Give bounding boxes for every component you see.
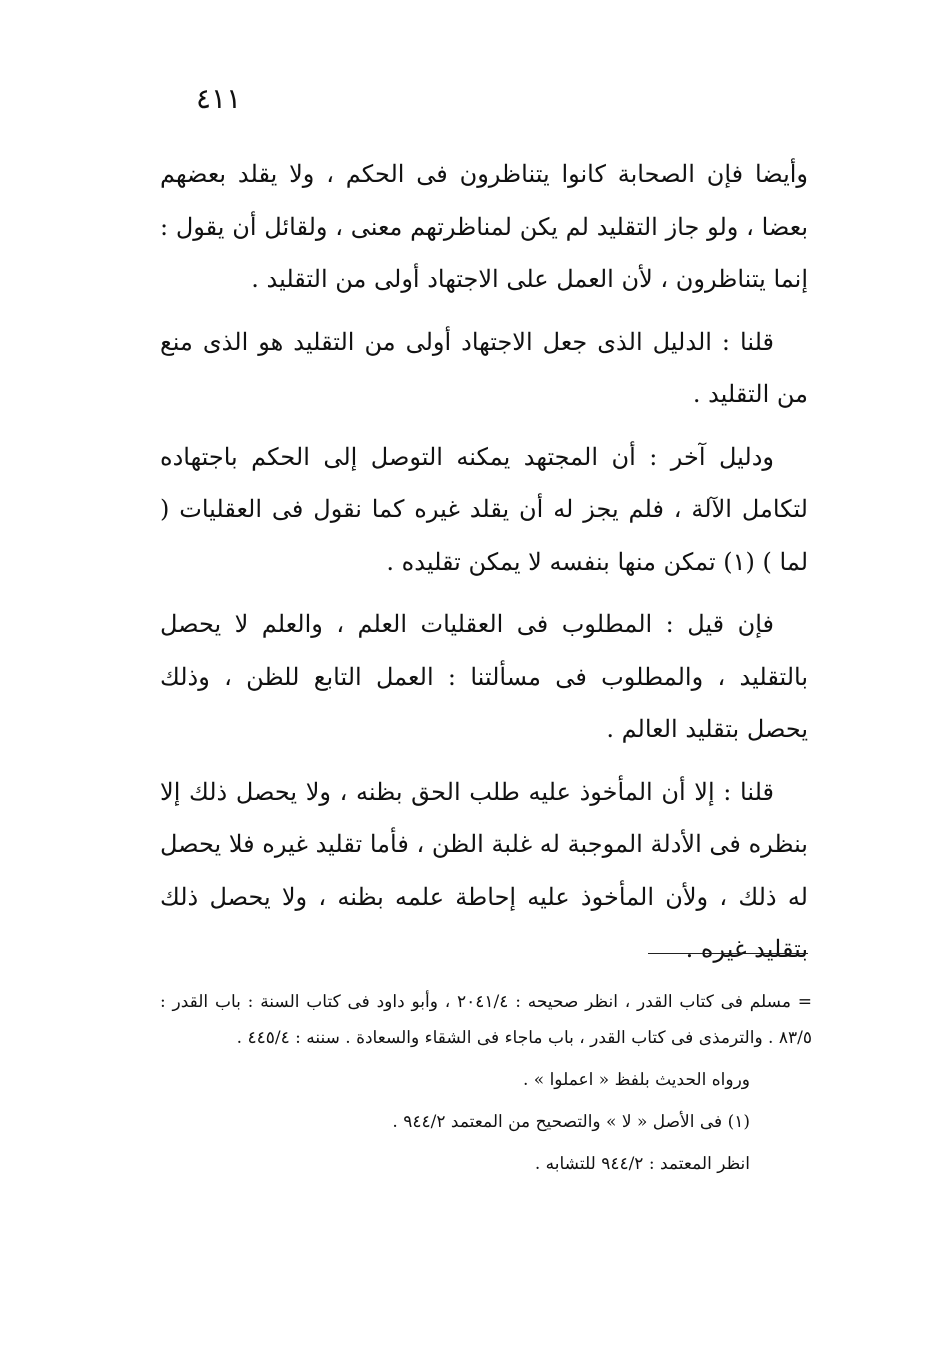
footnote-separator <box>648 953 808 954</box>
main-text <box>160 148 808 986</box>
paragraph-5: قلنا : إلا أن المأخوذ عليه طلب الحق بظنه ، ولا يحصل ذلك إلا بنظره فى الأدلة الموجبة له غلبة الظن ، فأما تقليد غيره فلا يحصل له ذلك ، ولأن المأخوذ عليه إحاطة علمه بظنه ، ولا يحصل ذلك بتقليد غيره . <box>160 777 808 963</box>
footnote-continued: = مسلم فى كتاب القدر ، انظر صحيحه : ٢٠٤١/٤ ، وأبو داود فى كتاب السنة : باب القدر : ٨٣/٥ . والترمذى فى كتاب القدر ، باب ماجاء فى الشقاء والسعادة . سننه : ٤٤٥/٤ . <box>160 992 812 1048</box>
footnote-see: انظر المعتمد : ٩٤٤/٢ للتشابه . <box>534 1154 750 1174</box>
paragraph-4: فإن قيل : المطلوب فى العقليات العلم ، والعلم لا يحصل بالتقليد ، والمطلوب فى مسألتنا : العمل التابع للظن ، وذلك يحصل بتقليد العالم . <box>160 610 808 743</box>
paragraph-2: قلنا : الدليل الذى جعل الاجتهاد أولى من التقليد هو الذى منع من التقليد . <box>160 327 808 408</box>
paragraph-1: وأيضا فإن الصحابة كانوا يتناظرون فى الحكم ، ولا يقلد بعضهم بعضا ، ولو جاز التقليد لم يكن لمناظرتهم معنى ، ولقائل أن يقول : إنما يتناظرون ، لأن العمل على الاجتهاد أولى من التقليد . <box>160 160 808 293</box>
footnotes <box>160 984 812 1182</box>
footnote-narration: ورواه الحديث بلفظ « اعملوا » . <box>522 1070 750 1090</box>
paragraph-3: ودليل آخر : أن المجتهد يمكنه التوصل إلى الحكم باجتهاده لتكامل الآلة ، فلم يجز له أن يقلد غيره كما نقول فى العقليات ( لما ) (١) تمكن منها بنفسه لا يمكن تقليده . <box>160 442 808 576</box>
page-number: ٤١١ <box>196 82 242 115</box>
footnote-1: (١) فى الأصل « لا » والتصحيح من المعتمد ٩٤٤/٢ . <box>392 1112 750 1132</box>
